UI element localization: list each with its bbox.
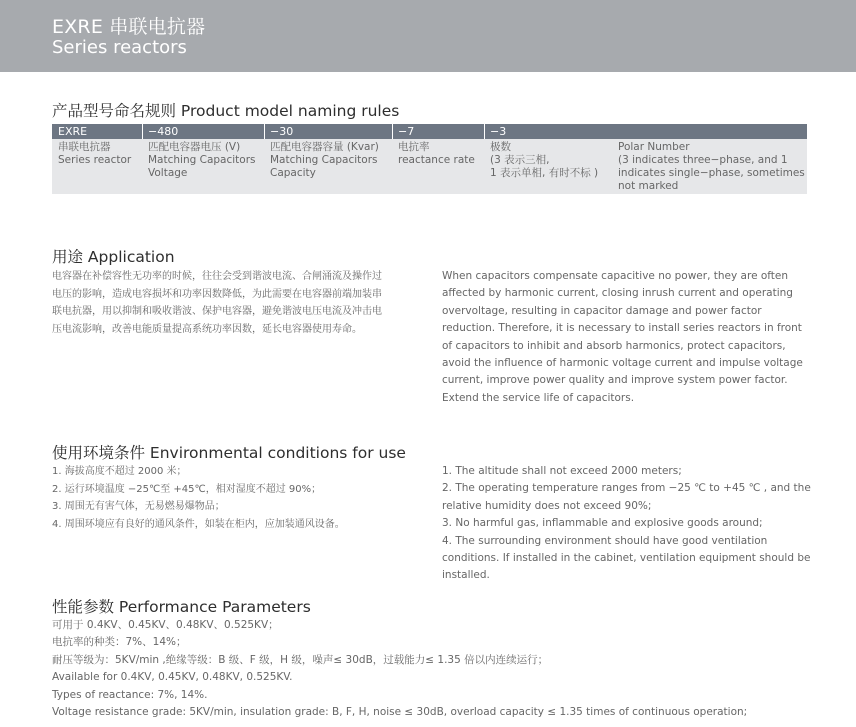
text-line: 2. 运行环境温度 −25℃至 +45℃，相对湿度不超过 90%； [52,483,322,495]
application-title: 用途 Application [52,248,175,266]
desc-line: 串联电抗器 [58,141,111,153]
naming-table-header [52,124,807,139]
text-line: conditions. If installed in the cabinet, ventilation equipment should be [442,552,811,565]
code-series: EXRE [58,125,88,138]
text-line: affected by harmonic current, closing inrush current and operating [442,287,793,300]
text-line: relative humidity does not exceed 90%; [442,499,652,512]
text-line: avoid the influence of harmonic voltage current and impulse voltage [442,357,803,370]
environment-text-en [442,463,811,585]
desc-line: 1 表示单相, 有时不标 ) [490,167,599,179]
text-line: 4. 周围环境应有良好的通风条件，如装在柜内，应加装通风设备。 [52,518,345,530]
desc-line: Matching Capacitors [148,154,256,166]
desc-line: 极数 [490,141,511,153]
text-line: 1. The altitude shall not exceed 2000 meters; [442,465,682,477]
text-line: Extend the service life of capacitors. [442,391,635,404]
desc-line: Voltage [148,167,188,179]
banner-title-cn: EXRE 串联电抗器 [52,16,206,38]
performance-title: 性能参数 Performance Parameters [52,598,311,616]
text-line: 电容器在补偿容性无功率的时候，往往会受到谐波电流、合闸涌流及操作过 [52,271,382,282]
text-line: Types of reactance: 7%, 14%. [52,688,208,701]
desc-line: 匹配电容器容量 (Kvar) [270,141,379,153]
text-line: 3. 周围无有害气体，无易燃易爆物品； [52,501,225,513]
text-line: 电抗率的种类：7%、14%； [52,636,187,649]
code-poles: −3 [490,125,507,138]
desc-series [52,141,142,167]
desc-line: Matching Capacitors [270,154,378,166]
text-line: 2. The operating temperature ranges from −25 ℃ to +45 ℃ , and the [442,482,811,495]
desc-line: indicates single−phase, sometimes [618,167,805,179]
text-line: 耐压等级为：5KV/min ,绝缘等级：B 级、F 级，H 级，噪声≤ 30dB，过载能力≤ 1.35 倍以内连续运行； [52,653,549,666]
desc-voltage [142,141,264,180]
text-line: 联电抗器，用以抑制和吸收谐波、保护电容器，避免谐波电压电流及冲击电 [52,306,382,318]
text-line: 1. 海拔高度不超过 2000 米； [52,466,187,477]
header-banner [0,0,856,72]
text-line: 3. No harmful gas, inflammable and explosive goods around; [442,517,763,530]
environment-text-cn [52,463,345,533]
naming-table [52,124,807,194]
code-voltage: −480 [148,125,179,138]
text-line: Voltage resistance grade: 5KV/min, insulation grade: B, F, H, noise ≤ 30dB, overload capacity ≤ 1.35 times of continuous operation; [52,706,748,719]
text-line: 压电流影响，改善电能质量提高系统功率因数，延长电容器使用寿命。 [52,323,362,335]
text-line: 4. The surrounding environment should have good ventilation [442,534,768,547]
desc-poles-cn [484,141,612,180]
text-line: When capacitors compensate capacitive no power, they are often [442,270,789,282]
naming-table-body [52,139,807,194]
code-capacity: −30 [270,125,294,138]
desc-line: Capacity [270,167,316,179]
desc-line: not marked [618,180,679,192]
text-line: Available for 0.4KV, 0.45KV, 0.48KV, 0.525KV. [52,671,293,684]
banner-title-en: Series reactors [52,37,187,58]
performance-text [52,617,747,721]
desc-line: (3 indicates three−phase, and 1 [618,154,788,166]
desc-reactance [392,141,484,167]
text-line: installed. [442,569,490,582]
naming-title: 产品型号命名规则 Product model naming rules [52,102,400,120]
desc-line: Polar Number [618,141,690,153]
text-line: 可用于 0.4KV、0.45KV、0.48KV、0.525KV； [52,619,279,631]
text-line: overvoltage, resulting in capacitor damage and power factor [442,304,762,317]
desc-line: reactance rate [398,154,475,166]
environment-title: 使用环境条件 Environmental conditions for use [52,444,406,462]
desc-line: Series reactor [58,154,132,166]
desc-line: (3 表示三相, [490,154,550,166]
text-line: current, improve power quality and improve system power factor. [442,374,788,387]
desc-poles-en [612,141,807,193]
text-line: 电压的影响，造成电容损坏和功率因数降低，为此需要在电容器前端加装串 [52,288,382,300]
text-line: of capacitors to inhibit and absorb harmonics, protect capacitors, [442,339,786,352]
desc-capacity [264,141,392,180]
application-text-cn [52,268,382,338]
desc-line: 匹配电容器电压 (V) [148,141,241,153]
text-line: reduction. Therefore, it is necessary to install series reactors in front [442,322,802,335]
application-text-en [442,268,803,407]
desc-line: 电抗率 [398,141,430,153]
code-reactance: −7 [398,125,415,138]
